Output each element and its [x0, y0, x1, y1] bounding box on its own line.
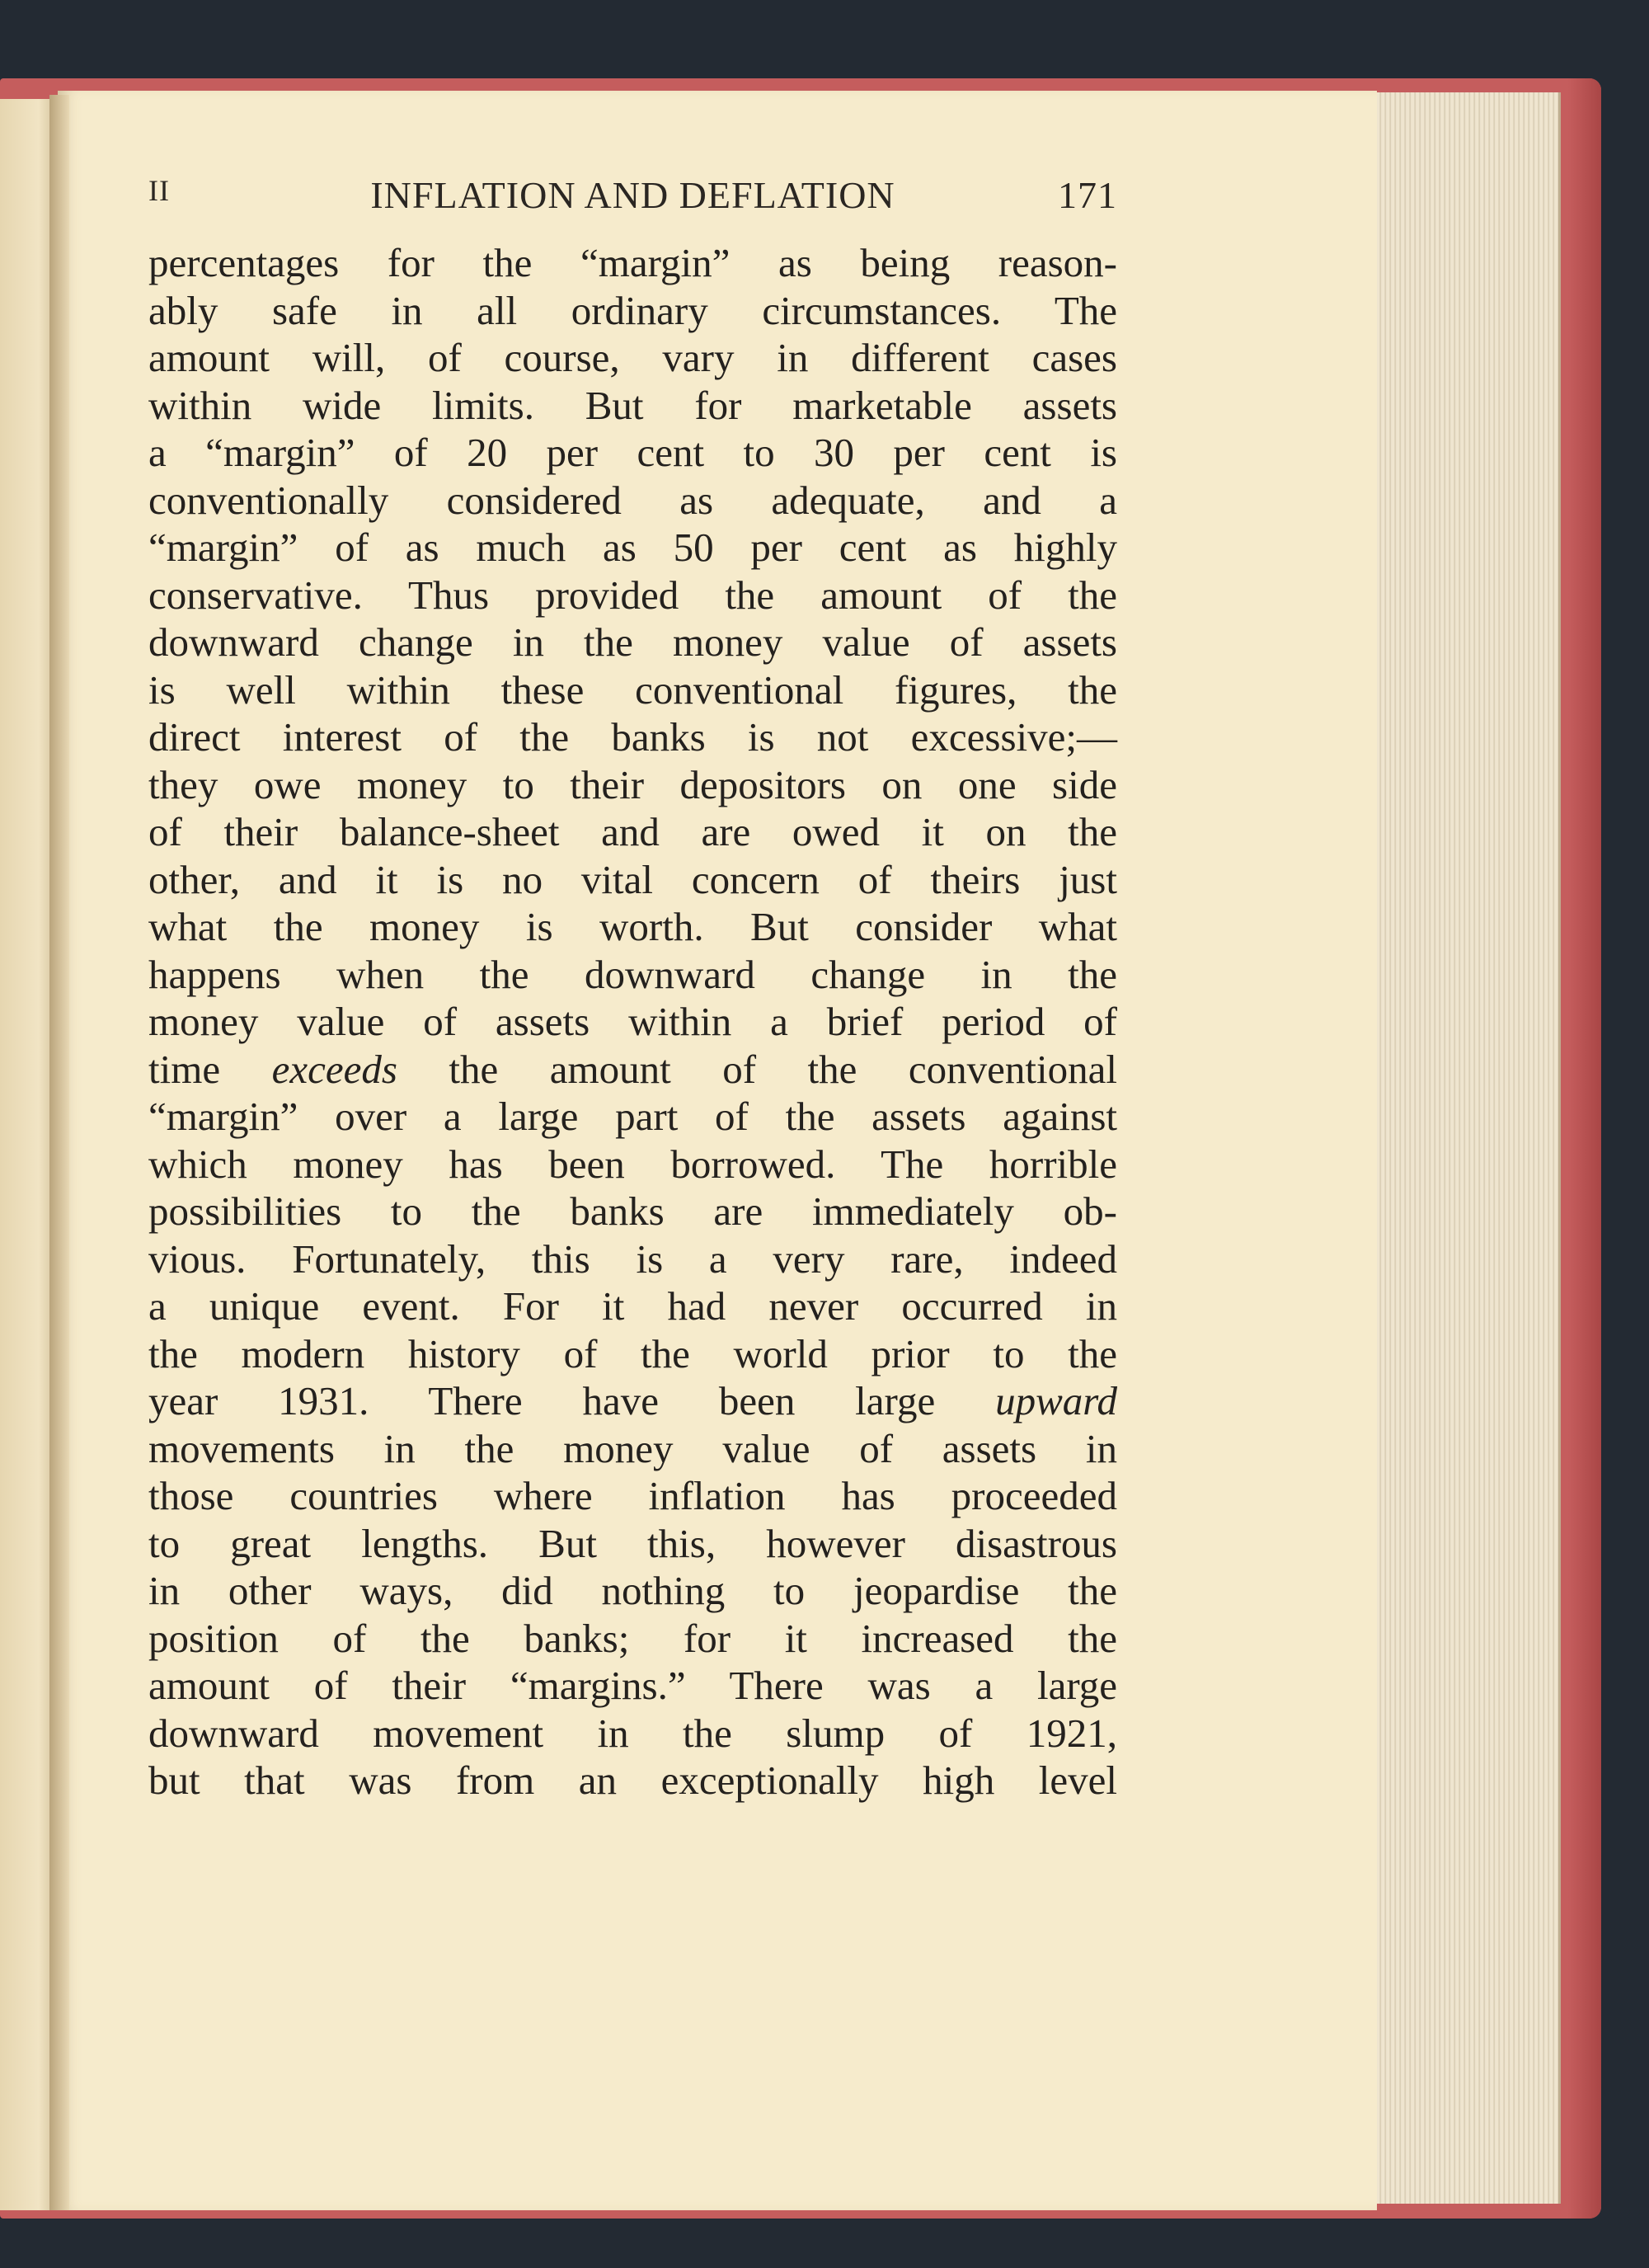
text-segment: vious. Fortunately, this is a very rare, indeed	[148, 1235, 1117, 1282]
text-line	[148, 761, 1117, 809]
italic-emphasis: exceeds	[271, 1046, 397, 1092]
text-segment: “margin” over a large part of the assets against	[148, 1094, 1117, 1139]
text-line	[148, 1282, 1117, 1330]
text-line	[148, 1472, 1117, 1520]
running-header	[148, 173, 1117, 223]
text-line	[148, 619, 1117, 666]
text-line	[148, 334, 1117, 382]
text-segment: a “margin” of 20 per cent to 30 per cent is	[148, 430, 1117, 475]
text-line	[148, 382, 1117, 430]
text-segment: downward movement in the slump of 1921,	[148, 1710, 1117, 1756]
text-segment: conservative. Thus provided the amount of the	[148, 572, 1117, 618]
text-line	[148, 1330, 1117, 1378]
page-number: 171	[1058, 174, 1117, 216]
text-line	[148, 1567, 1117, 1615]
text-line	[148, 287, 1117, 335]
page-gutter	[49, 95, 69, 2210]
text-segment: what the money is worth. But consider what	[148, 904, 1117, 949]
text-line	[148, 903, 1117, 951]
text-segment: amount of their “margins.” There was a large	[148, 1663, 1117, 1708]
text-segment: a unique event. For it had never occurred in	[148, 1283, 1117, 1329]
text-segment: of their balance-sheet and are owed it on the	[148, 809, 1117, 854]
text-line	[148, 1093, 1117, 1141]
text-segment: which money has been borrowed. The horrible	[148, 1141, 1117, 1187]
text-segment: possibilities to the banks are immediately ob-	[148, 1188, 1117, 1234]
text-segment: position of the banks; for it increased the	[148, 1615, 1117, 1661]
text-segment: percentages for the “margin” as being reason-	[148, 240, 1117, 285]
text-line	[148, 1710, 1117, 1757]
text-segment: movements in the money value of assets in	[148, 1425, 1117, 1471]
text-segment: is well within these conventional figures, the	[148, 666, 1117, 713]
text-line	[148, 998, 1117, 1046]
text-line	[148, 808, 1117, 856]
text-line	[148, 239, 1117, 287]
text-line	[148, 951, 1117, 999]
page-block-edge	[1352, 92, 1561, 2204]
text-line	[148, 524, 1117, 572]
text-segment: amount will, of course, vary in different cases	[148, 335, 1117, 380]
text-line	[148, 1377, 1117, 1425]
chapter-number: II	[148, 174, 170, 207]
text-line	[148, 477, 1117, 525]
text-segment: the amount of the conventional	[397, 1046, 1117, 1092]
text-segment: other, and it is no vital concern of theirs just	[148, 856, 1117, 902]
text-segment: ably safe in all ordinary circumstances. The	[148, 287, 1117, 333]
text-segment: “margin” of as much as 50 per cent as highly	[148, 525, 1117, 570]
text-line	[148, 666, 1117, 714]
text-segment: downward change in the money value of assets	[148, 619, 1117, 665]
text-line	[148, 856, 1117, 904]
text-segment: conventionally considered as adequate, and a	[148, 477, 1117, 523]
text-line	[148, 429, 1117, 477]
text-line	[148, 1235, 1117, 1283]
body-text	[148, 239, 1117, 1805]
text-segment: within wide limits. But for marketable assets	[148, 382, 1117, 428]
text-segment: they owe money to their depositors on one side	[148, 761, 1117, 807]
text-line	[148, 1046, 1117, 1094]
text-line	[148, 1188, 1117, 1235]
text-segment: but that was from an exceptionally high level	[148, 1757, 1117, 1803]
text-segment: year 1931. There have been large	[148, 1378, 996, 1423]
text-segment: money value of assets within a brief period of	[148, 999, 1117, 1044]
text-segment: to great lengths. But this, however disastrous	[148, 1520, 1117, 1566]
text-segment: those countries where inflation has proceeded	[148, 1473, 1117, 1518]
text-line	[148, 1425, 1117, 1473]
text-line	[148, 1757, 1117, 1805]
text-segment: direct interest of the banks is not excessive;—	[148, 714, 1117, 760]
text-line	[148, 1615, 1117, 1663]
text-line	[148, 1662, 1117, 1710]
text-line	[148, 1141, 1117, 1188]
running-title: INFLATION AND DEFLATION	[370, 174, 895, 216]
text-segment: time	[148, 1046, 272, 1092]
text-line	[148, 572, 1117, 619]
text-segment: happens when the downward change in the	[148, 951, 1117, 997]
text-line	[148, 1520, 1117, 1568]
italic-emphasis: upward	[995, 1378, 1117, 1423]
text-line	[148, 713, 1117, 761]
text-segment: in other ways, did nothing to jeopardise the	[148, 1568, 1117, 1613]
text-segment: the modern history of the world prior to the	[148, 1330, 1117, 1376]
